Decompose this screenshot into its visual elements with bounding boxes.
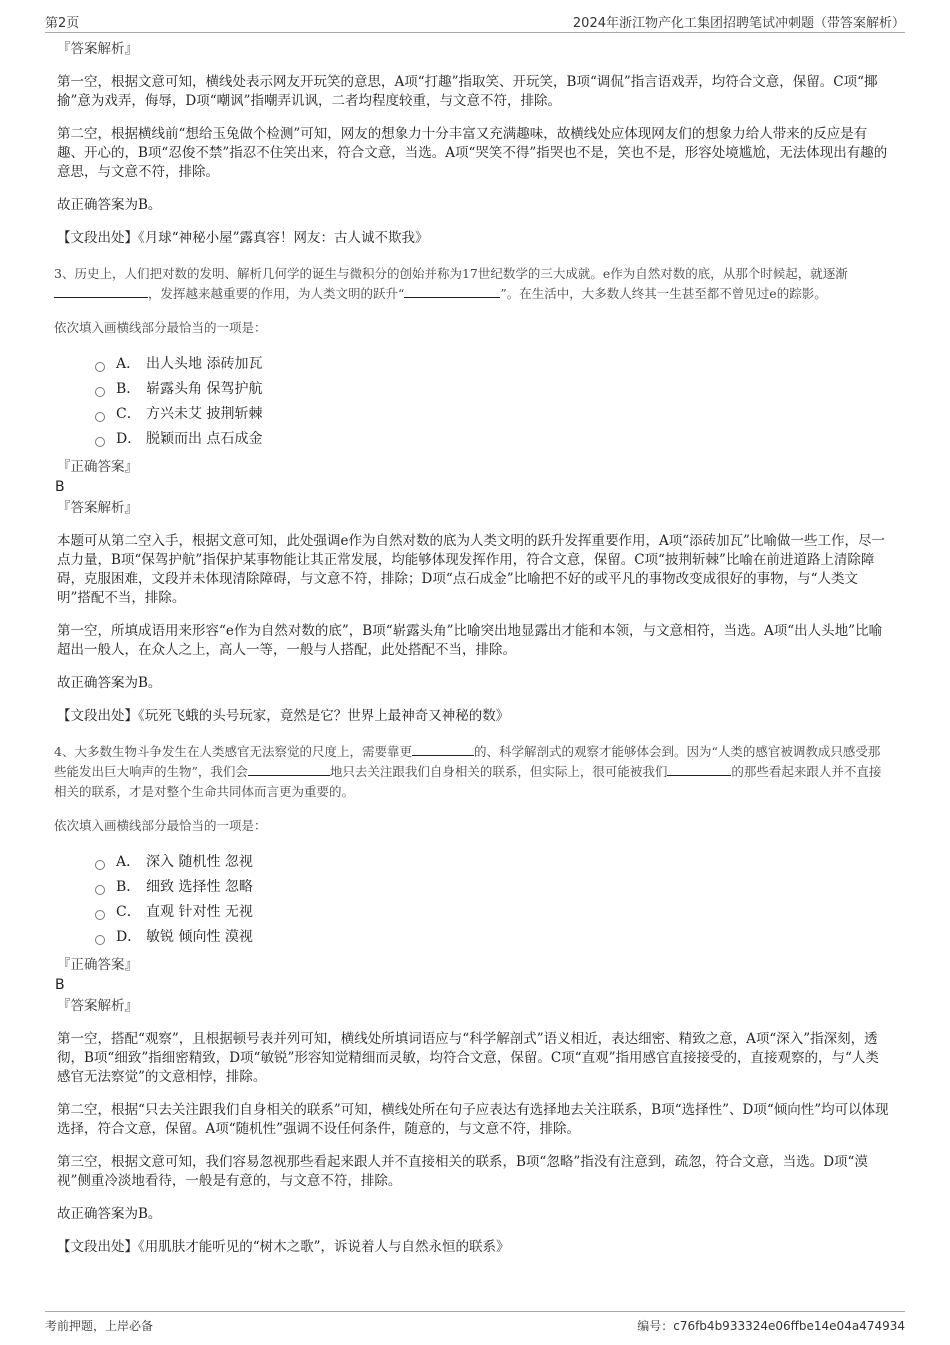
prev-source: 【文段出处】《月球“神秘小屋”露真容！网友：古人诚不欺我》 bbox=[57, 230, 429, 246]
q3-option-c[interactable]: C． 方兴未艾 披荆斩棘 bbox=[95, 402, 890, 427]
page-number: 第2页 bbox=[45, 16, 80, 31]
q4-analysis-paragraph: 第二空，根据“只去关注跟我们自身相关的联系”可知，横线处所在句子应表达有选择地去关注联系，B项“选择性”、D项“倾向性”均可以体现选择，符合文意，保留。A项“随机性”强调不设任何条件，随意的，与文意不符，排除。 bbox=[57, 1102, 889, 1137]
radio-icon[interactable] bbox=[95, 910, 105, 920]
question-4-text bbox=[54, 742, 890, 802]
q3-seg3: ”。在生活中，大多数人终其一生甚至都不曾见过e的踪影。 bbox=[500, 286, 827, 301]
radio-icon[interactable] bbox=[95, 412, 105, 422]
q4-option-a[interactable]: A． 深入 随机性 忽视 bbox=[95, 850, 890, 875]
main-content bbox=[54, 40, 890, 1275]
radio-icon[interactable] bbox=[95, 885, 105, 895]
q4-analysis-label: 『答案解析』 bbox=[57, 998, 138, 1014]
radio-icon[interactable] bbox=[95, 437, 105, 447]
q4-analysis-paragraph: 第一空，搭配“观察”，且根据顿号表并列可知，横线处所填词语应与“科学解剖式”语义相近，表达细密、精致之意，A项“深入”指深刻，透彻，B项“细致”指细密精致，D项“敏锐”形容知觉精细而灵敏，均符合文意，保留。C项“直观”指用感官直接接受的，直接观察的，与“人类感官无法察觉”的文意相悖，排除。 bbox=[57, 1031, 879, 1085]
prev-analysis-paragraph: 第一空，根据文意可知，横线处表示网友开玩笑的意思，A项“打趣”指取笑、开玩笑，B项“调侃”指言语戏弄，均符合文意，保留。C项“揶揄”意为戏弄，侮辱，D项“嘲讽”指嘲弄讥讽，二者均程度较重，与文意不符，排除。 bbox=[57, 74, 878, 109]
q4-correct-answer: B bbox=[55, 977, 65, 993]
q3-seg2: ，发挥越来越重要的作用，为人类文明的跃升“ bbox=[148, 286, 405, 301]
q3-analysis-label: 『答案解析』 bbox=[57, 500, 138, 516]
q3-option-b[interactable]: B． 崭露头角 保驾护航 bbox=[95, 377, 890, 402]
q4-blank-3 bbox=[667, 763, 731, 776]
q4-instruction: 依次填入画横线部分最恰当的一项是： bbox=[54, 818, 267, 833]
question-3-text bbox=[54, 264, 890, 304]
radio-icon[interactable] bbox=[95, 387, 105, 397]
q4-seg4: 的那些看起来跟人并不直接相关的联系，才是对整个生命共同体而言更为重要的。 bbox=[54, 764, 882, 799]
q3-correct-label: 『正确答案』 bbox=[57, 459, 138, 475]
footer-slogan: 考前押题，上岸必备 bbox=[45, 1319, 154, 1333]
q4-blank-1 bbox=[412, 743, 474, 756]
q4-seg3: 地只去关注跟我们自身相关的联系，但实际上，很可能被我们 bbox=[329, 764, 668, 779]
q3-blank-1 bbox=[54, 285, 148, 298]
q4-analysis-paragraph: 故正确答案为B。 bbox=[57, 1206, 162, 1222]
q3-blank-2 bbox=[404, 285, 500, 298]
radio-icon[interactable] bbox=[95, 860, 105, 870]
page-header bbox=[45, 10, 905, 33]
q4-source: 【文段出处】《用肌肤才能听见的“树木之歌”，诉说着人与自然永恒的联系》 bbox=[57, 1239, 510, 1255]
prev-analysis-label: 『答案解析』 bbox=[57, 41, 138, 57]
q3-instruction: 依次填入画横线部分最恰当的一项是： bbox=[54, 320, 267, 335]
q3-correct-answer: B bbox=[55, 479, 65, 495]
q3-option-d[interactable]: D． 脱颖而出 点石成金 bbox=[95, 427, 890, 452]
page-footer bbox=[45, 1311, 905, 1338]
document-code: 编号：c76fb4b933324e06ffbe14e04a474934 bbox=[637, 1319, 905, 1333]
q3-seg1: 3、历史上，人们把对数的发明、解析几何学的诞生与微积分的创始并称为17世纪数学的三大成就。e作为自然对数的底，从那个时候起，就逐渐 bbox=[54, 266, 848, 281]
prev-analysis-paragraph: 第二空，根据横线前“想给玉兔做个检测”可知，网友的想象力十分丰富又充满趣味，故横线处应体现网友们的想象力给人带来的反应是有趣、开心的，B项“忍俊不禁”指忍不住笑出来，符合文意，当选。A项“哭笑不得”指哭也不是，笑也不是，形容处境尴尬，无法体现出有趣的意思，与文意不符，排除。 bbox=[57, 126, 888, 180]
q3-analysis-paragraph: 本题可从第二空入手，根据文意可知，此处强调e作为自然对数的底为人类文明的跃升发挥重要作用，A项“添砖加瓦”比喻做一些工作，尽一点力量，B项“保驾护航”指保护某事物能让其正常发展，均能够体现发挥作用，符合文意，保留。C项“披荆斩棘”比喻在前进道路上清除障碍，克服困难，文段并未体现清除障碍，与文意不符，排除；D项“点石成金”比喻把不好的或平凡的事物改变成很好的事物，与“人类文明”搭配不当，排除。 bbox=[57, 533, 886, 606]
q4-seg1: 4、大多数生物斗争发生在人类感官无法察觉的尺度上，需要靠更 bbox=[54, 744, 412, 759]
q4-option-d[interactable]: D． 敏锐 倾向性 漠视 bbox=[95, 925, 890, 950]
q4-correct-label: 『正确答案』 bbox=[57, 957, 138, 973]
q4-blank-2 bbox=[248, 763, 330, 776]
q3-option-a[interactable]: A． 出人头地 添砖加瓦 bbox=[95, 352, 890, 377]
radio-icon[interactable] bbox=[95, 362, 105, 372]
q3-analysis-paragraph: 第一空，所填成语用来形容“e作为自然对数的底”，B项“崭露头角”比喻突出地显露出才能和本领，与文意相符，当选。A项“出人头地”比喻超出一般人，在众人之上，高人一等，一般与人搭配，此处搭配不当，排除。 bbox=[57, 623, 883, 658]
q3-options bbox=[95, 352, 890, 452]
q4-seg2: 的、科学解剖式的观察才能够体会到。因为“人类的感官被调教成只感受那些能发出巨大响声的生物”，我们会 bbox=[54, 744, 881, 779]
q4-options bbox=[95, 850, 890, 950]
q3-source: 【文段出处】《玩死飞蛾的头号玩家，竟然是它？世界上最神奇又神秘的数》 bbox=[57, 708, 510, 724]
q4-analysis-paragraph: 第三空，根据文意可知，我们容易忽视那些看起来跟人并不直接相关的联系，B项“忽略”指没有注意到，疏忽，符合文意，当选。D项“漠视”侧重冷淡地看待，一般是有意的，与文意不符，排除。 bbox=[57, 1154, 868, 1189]
q3-analysis-paragraph: 故正确答案为B。 bbox=[57, 675, 162, 691]
prev-analysis-paragraph: 故正确答案为B。 bbox=[57, 197, 162, 213]
document-title: 2024年浙江物产化工集团招聘笔试冲刺题（带答案解析） bbox=[572, 16, 905, 31]
q4-option-b[interactable]: B． 细致 选择性 忽略 bbox=[95, 875, 890, 900]
radio-icon[interactable] bbox=[95, 935, 105, 945]
q4-option-c[interactable]: C． 直观 针对性 无视 bbox=[95, 900, 890, 925]
